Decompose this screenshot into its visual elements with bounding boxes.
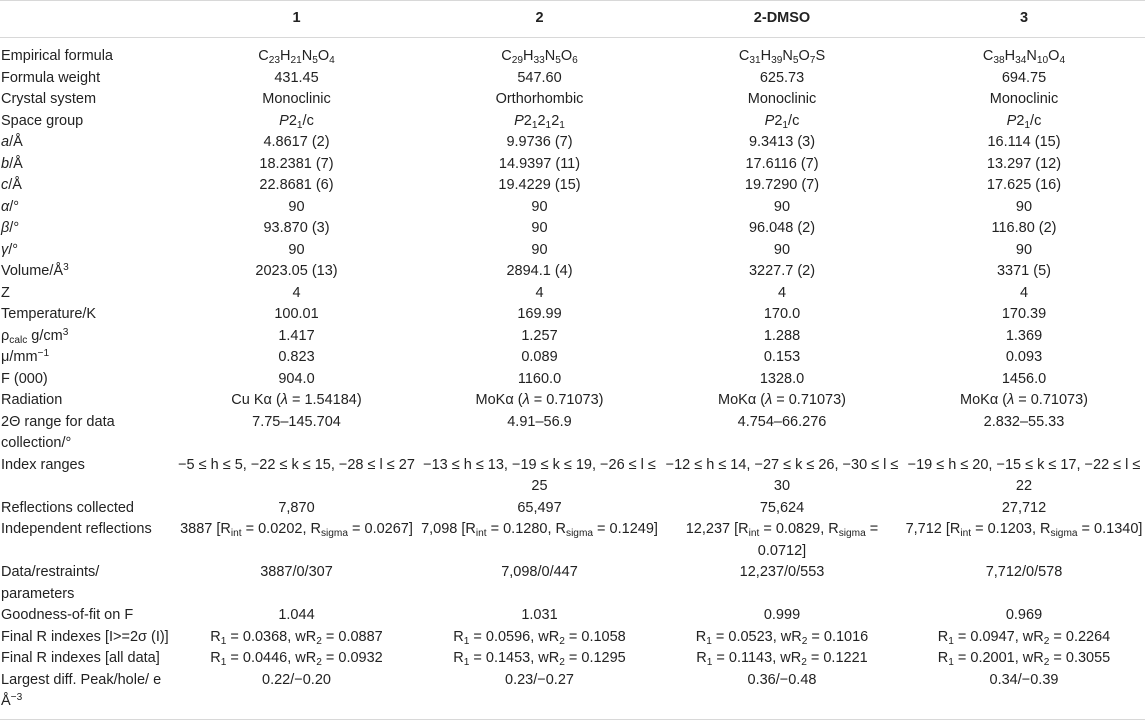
cell-value: 0.089 [521,349,558,365]
cell-value: 7,712 [$R_{int} = 0.1203$, $R_{sigma} = 0.1340$] [905,521,1143,539]
table-row [0,455,1145,498]
cell-value: 16.114 (15) [987,134,1061,150]
cell-value: 1.369 [1005,327,1043,344]
cell-value: $R_1 = 0.0596$, $wR_2 = 0.1058$ [453,628,626,647]
table-row [0,412,1145,455]
row-label: F (000) [1,370,48,387]
cell-value: 93.870 (3) [263,220,330,236]
cell-value: 27,712 [1001,499,1047,516]
cell-value: 100.01 [274,306,319,322]
cell-value: 0.823 [278,349,315,365]
cell-value: Monoclinic [989,91,1059,107]
table-row [0,326,1145,348]
cell-value: 694.75 [1001,69,1047,86]
cell-value: 1.044 [278,607,315,623]
cell-value: 9.9736 (7) [506,134,573,150]
cell-value: 19.4229 (15) [498,177,581,193]
row-label: Radiation [1,392,63,408]
cell-value: 7,098/0/447 [501,564,578,580]
cell-value: 22.8681 (6) [259,177,334,193]
cell-value: 90 [773,198,791,215]
cell-value: 4.91–56.9 [507,413,572,430]
cell-value: Orthorhombic [495,91,584,107]
cell-value: 17.625 (16) [986,177,1062,193]
header-label-column [0,1,175,38]
table-row [0,261,1145,283]
cell-value: $R_1 = 0.1453$, $wR_2 = 0.1295$ [453,650,626,668]
table-row [0,197,1145,219]
row-label: c/Å [1,177,22,193]
table-row [0,498,1145,520]
table-row [0,175,1145,197]
cell-value: 7,098 [$R_{int} = 0.1280$, $R_{sigma} = 0.1249$] [421,521,658,539]
cell-value: 90 [531,198,548,215]
cell-value: −13 ≤ h ≤ 13, −19 ≤ k ≤ 19, −26 ≤ l ≤ 25 [423,456,656,494]
cell-value: $P2_1/c$ [279,112,314,131]
cell-value: 625.73 [759,69,805,86]
table-row [0,648,1145,670]
cell-value: 4.8617 (2) [263,134,330,150]
table-row [0,390,1145,412]
table-row [0,562,1145,605]
cell-value: 0.36/−0.48 [661,670,903,720]
cell-value: 2023.05 (13) [255,263,338,279]
cell-value: 1328.0 [759,370,805,387]
cell-value: 1.031 [521,607,558,623]
row-label: Temperature/K [1,306,97,322]
cell-value: $R_1 = 0.2001$, $wR_2 = 0.3055$ [937,650,1111,668]
table-row [0,38,1145,68]
cell-value: Monoclinic [262,91,331,107]
row-label: Independent reflections [1,521,152,537]
cell-value: 90 [1015,241,1033,258]
table-header [0,1,1145,38]
cell-value: 2.832–55.33 [983,413,1065,430]
cell-value: $C_{23}H_{21}N_5O_4$ [258,48,335,66]
cell-value: 96.048 (2) [748,220,816,236]
cell-value: 0.23/−0.27 [418,670,661,720]
cell-value: 4 [535,284,544,301]
cell-value: $C_{38}H_{34}N_{10}O_4$ [982,48,1066,66]
table-row [0,519,1145,562]
header-compound-2-dmso: 2-DMSO [661,1,903,38]
cell-value: $C_{29}H_{33}N_5O_6$ [501,48,578,66]
row-label: Final R indexes [all data] [1,650,160,666]
cell-value: 4.754–66.276 [737,413,827,430]
cell-value: $R_1 = 0.0446$, $wR_2 = 0.0932$ [210,650,383,668]
table-row [0,89,1145,111]
cell-value: 3227.7 (2) [748,263,816,279]
row-label: Index ranges [1,456,85,473]
header-compound-1: 1 [175,1,418,38]
cell-value: 90 [531,220,548,236]
cell-value: 0.093 [1005,349,1043,365]
table-row [0,605,1145,627]
table-row [0,283,1145,305]
cell-value: 14.9397 (11) [498,155,581,172]
cell-value: 12,237/0/553 [739,564,825,580]
cell-value: $R_1 = 0.0368$, $wR_2 = 0.0887$ [210,628,383,647]
cell-value: 1.417 [278,327,315,344]
cell-value: 904.0 [278,370,315,387]
table-row [0,369,1145,391]
row-label: $\rho_{calc}$ $g/cm^3$ [1,326,69,346]
cell-value: −12 ≤ h ≤ 14, −27 ≤ k ≤ 26, −30 ≤ l ≤ 30 [665,456,899,494]
cell-value: Cu Kα (λ = 1.54184) [231,392,362,408]
cell-value: 13.297 (12) [986,155,1062,172]
row-label: Final R indexes [I>=2σ (I)] [1,628,169,645]
row-label: β/° [1,220,20,236]
cell-value: 65,497 [517,499,562,516]
cell-value: 75,624 [759,499,805,516]
row-label: Formula weight [1,69,101,86]
cell-value: $P2_1/c$ [1006,112,1042,131]
table-row [0,627,1145,649]
table-row [0,304,1145,326]
table-row [0,670,1145,720]
cell-value: 431.45 [274,69,319,86]
cell-value: MoKα (λ = 0.71073) [718,392,846,408]
cell-value: 7,870 [278,499,315,516]
cell-value: MoKα (λ = 0.71073) [960,392,1088,408]
row-label: Volume/$Å^3$ [1,262,69,279]
cell-value: 547.60 [517,69,562,86]
cell-value: 90 [288,241,305,258]
cell-value: 1456.0 [1001,370,1047,387]
cell-value: 170.0 [763,306,801,322]
cell-value: MoKα (λ = 0.71073) [475,392,604,408]
cell-value: −5 ≤ h ≤ 5, −22 ≤ k ≤ 15, −28 ≤ l ≤ 27 [178,456,415,473]
cell-value: 3887 [$R_{int} = 0.0202$, $R_{sigma} = 0.0267$] [180,521,413,539]
cell-value: 17.6116 (7) [745,155,819,172]
cell-value: 0.969 [1005,607,1043,623]
cell-value: 1.257 [521,327,558,344]
cell-value: 0.999 [763,607,801,623]
cell-value: 19.7290 (7) [744,177,820,193]
row-label: $\mu/mm^{-1}$ [1,348,50,365]
table-row [0,154,1145,176]
cell-value: 90 [531,241,548,258]
cell-value: 116.80 (2) [991,220,1057,236]
cell-value: 1.288 [763,327,801,344]
row-label: Largest diff. Peak/hole/ e $Å^{-3}$ [0,670,175,720]
row-label: γ/° [1,241,19,258]
row-label: Data/restraints/ parameters [1,564,100,602]
cell-value: 169.99 [517,306,562,322]
cell-value: 4 [777,284,787,301]
row-label: b/Å [1,155,23,172]
row-label: Space group [1,112,84,129]
table-row [0,68,1145,90]
cell-value: 4 [1019,284,1029,301]
cell-value: 12,237 [$R_{int} = 0.0829$, $R_{sigma} = 0.0712$] [685,521,879,559]
cell-value: 3887/0/307 [260,564,333,580]
cell-value: 3371 (5) [996,263,1051,279]
header-compound-3: 3 [903,1,1145,38]
cell-value: 7.75–145.704 [252,413,341,430]
header-compound-2: 2 [418,1,661,38]
cell-value: $R_1 = 0.1143$, $wR_2 = 0.1221$ [696,650,868,668]
row-label: 2Θ range for data collection/° [1,413,115,451]
cell-value: 2894.1 (4) [506,263,573,279]
table-body [0,38,1145,720]
cell-value: 9.3413 (3) [748,134,816,150]
cell-value: 0.34/−0.39 [903,670,1145,720]
table-row [0,347,1145,369]
cell-value: $R_1 = 0.0947$, $wR_2 = 0.2264$ [937,628,1111,647]
cell-value: 170.39 [1001,306,1047,322]
cell-value: 90 [1015,198,1033,215]
cell-value: 1160.0 [517,370,562,387]
cell-value: $P2_1/c$ [764,112,800,131]
table-row [0,240,1145,262]
cell-value: $P2_12_12_1$ [514,112,565,131]
cell-value: 90 [773,241,791,258]
cell-value: $R_1 = 0.0523$, $wR_2 = 0.1016$ [695,628,869,647]
cell-value: −19 ≤ h ≤ 20, −15 ≤ k ≤ 17, −22 ≤ l ≤ 22 [907,456,1141,494]
cell-value: Monoclinic [747,91,817,107]
row-label: Empirical formula [1,48,113,64]
header-row [0,1,1145,38]
cell-value: $C_{31}H_{39}N_5O_7S$ [738,48,826,66]
row-label: Reflections collected [1,499,134,516]
row-label: Goodness-of-fit on F [1,607,134,623]
row-label: α/° [1,198,20,215]
cell-value: 7,712/0/578 [985,564,1063,580]
row-label: Crystal system [1,91,97,107]
table-row [0,218,1145,240]
cell-value: 90 [288,198,305,215]
cell-value: 0.153 [763,349,801,365]
table-row [0,132,1145,154]
table-row [0,111,1145,133]
cell-value: 4 [292,284,301,301]
row-label: a/Å [1,134,23,150]
row-label: Z [1,284,10,301]
cell-value: 18.2381 (7) [259,155,334,172]
cell-value: 0.22/−0.20 [175,670,418,720]
